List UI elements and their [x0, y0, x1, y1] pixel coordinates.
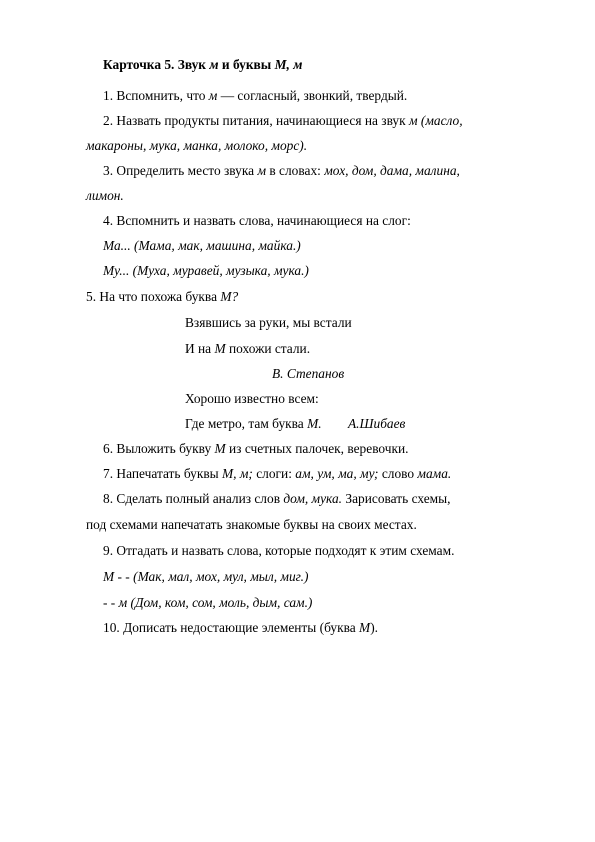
item-text: Отгадать и назвать слова, которые подходят к этим схемам.: [113, 543, 455, 558]
poem-line-4: Где метро, там буква М.: [185, 416, 322, 431]
item-text: На что похожа буква: [96, 289, 221, 304]
item-number: 5.: [86, 289, 97, 304]
item-2: [103, 113, 463, 129]
item-text: под схемами напечатать знакомые буквы на своих местах.: [86, 517, 417, 532]
item-text: из счетных палочек, веревочки.: [225, 441, 409, 456]
item-number: 6.: [103, 441, 114, 456]
title-letters: М, м: [274, 57, 303, 72]
item-number: 10.: [103, 620, 120, 635]
card-title: [103, 57, 302, 73]
item-examples: мох, дом, дама, малина,: [324, 163, 460, 178]
item-sound: м: [257, 163, 267, 178]
poem-line-3: Хорошо известно всем:: [185, 391, 319, 406]
item-examples: М - - (Мак, мал, мох, мул, мыл, миг.): [103, 569, 309, 584]
poem-letter: М.: [307, 416, 322, 431]
item-4: [103, 213, 411, 229]
item-examples: - - м (Дом, ком, сом, моль, дым, сам.): [103, 595, 313, 610]
item-9: [103, 543, 454, 559]
item-text: — согласный, звонкий, твердый.: [217, 88, 408, 103]
item-text: Напечатать буквы: [113, 466, 223, 481]
item-text: в словах:: [266, 163, 325, 178]
item-text: Вспомнить и назвать слова, начинающиеся на слог:: [113, 213, 411, 228]
item-10: [103, 620, 378, 636]
item-6: [103, 441, 409, 457]
item-text: Выложить букву: [113, 441, 215, 456]
item-4-syllable-mu: [103, 263, 309, 279]
item-text: слоги:: [252, 466, 296, 481]
item-text: Определить место звука: [113, 163, 258, 178]
item-examples: Ма... (Мама, мак, машина, майка.): [103, 238, 301, 253]
item-9-scheme-2: [103, 595, 312, 611]
item-3: [103, 163, 460, 179]
item-letter: М: [214, 441, 226, 456]
item-examples: Му... (Муха, муравей, музыка, мука.): [103, 263, 309, 278]
item-2-continuation: [86, 138, 307, 154]
item-text: Назвать продукты питания, начинающиеся на звук: [113, 113, 409, 128]
item-text: ).: [370, 620, 378, 635]
item-number: 2.: [103, 113, 114, 128]
item-examples: макароны, мука, манка, молоко, морс).: [86, 138, 308, 153]
item-number: 8.: [103, 491, 114, 506]
item-word: мама.: [417, 466, 452, 481]
item-examples: м (масло,: [408, 113, 463, 128]
poem-author-2: А.Шибаев: [348, 416, 406, 431]
item-text: Зарисовать схемы,: [342, 491, 451, 506]
item-examples: лимон.: [86, 188, 124, 203]
poem-author-1: В. Степанов: [272, 366, 345, 381]
item-text: Сделать полный анализ слов: [113, 491, 284, 506]
title-middle: и буквы: [218, 57, 275, 72]
item-3-continuation: [86, 188, 124, 204]
item-text: Вспомнить, что: [113, 88, 209, 103]
title-prefix: Карточка 5. Звук: [103, 57, 210, 72]
title-sound: м: [209, 57, 219, 72]
poem-letter: М: [214, 341, 226, 356]
item-4-syllable-ma: [103, 238, 301, 254]
poem-line-2: И на М похожи стали.: [185, 341, 311, 356]
item-number: 7.: [103, 466, 114, 481]
item-8: [103, 491, 450, 507]
item-words: дом, мука.: [283, 491, 343, 506]
item-number: 1.: [103, 88, 114, 103]
item-text: Дописать недостающие элементы (буква: [119, 620, 360, 635]
item-letter: М: [359, 620, 371, 635]
item-9-scheme-1: [103, 569, 309, 585]
item-5: [86, 289, 238, 305]
item-number: 4.: [103, 213, 114, 228]
poem-line-1: Взявшись за руки, мы встали: [185, 315, 352, 330]
item-8-continuation: [86, 517, 417, 533]
item-text: слово: [378, 466, 418, 481]
item-letters: М, м;: [222, 466, 253, 481]
item-1: [103, 88, 407, 104]
item-sound: м: [208, 88, 218, 103]
item-number: 9.: [103, 543, 114, 558]
item-syllables: ам, ум, ма, му;: [295, 466, 379, 481]
item-letter: М?: [220, 289, 239, 304]
item-number: 3.: [103, 163, 114, 178]
item-7: [103, 466, 451, 482]
